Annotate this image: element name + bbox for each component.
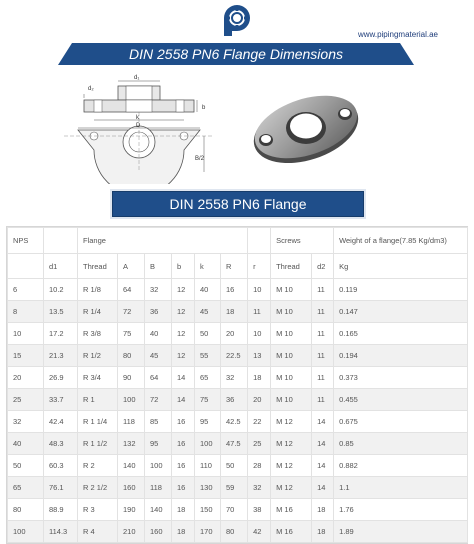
- table-cell: M 10: [271, 389, 312, 411]
- header-nps: NPS: [8, 228, 44, 254]
- header-screws: Screws: [271, 228, 334, 254]
- sub-header-cell: r: [248, 254, 271, 279]
- table-cell: 140: [145, 499, 172, 521]
- table-cell: 160: [145, 521, 172, 543]
- table-cell: 32: [221, 367, 248, 389]
- table-cell: M 10: [271, 323, 312, 345]
- table-cell: 1.76: [334, 499, 468, 521]
- table-cell: 18: [312, 499, 334, 521]
- sub-header-cell: k: [195, 254, 221, 279]
- table-cell: 14: [312, 433, 334, 455]
- header-flange: Flange: [78, 228, 248, 254]
- table-cell: 33.7: [44, 389, 78, 411]
- table-cell: M 16: [271, 499, 312, 521]
- table-cell: 11: [312, 389, 334, 411]
- table-cell: 15: [8, 345, 44, 367]
- header-empty: [44, 228, 78, 254]
- table-cell: 80: [221, 521, 248, 543]
- table-cell: 50: [8, 455, 44, 477]
- table-cell: M 16: [271, 521, 312, 543]
- table-cell: 60.3: [44, 455, 78, 477]
- table-cell: 28: [248, 455, 271, 477]
- table-cell: 72: [118, 301, 145, 323]
- table-row: [8, 301, 468, 323]
- table-cell: 14: [312, 455, 334, 477]
- table-cell: 0.85: [334, 433, 468, 455]
- table-row: [8, 521, 468, 543]
- table-cell: 14: [312, 411, 334, 433]
- table-cell: 100: [8, 521, 44, 543]
- table-cell: R 2 1/2: [78, 477, 118, 499]
- table-title: DIN 2558 PN6 Flange: [112, 191, 364, 217]
- table-cell: 80: [8, 499, 44, 521]
- logo: [220, 2, 254, 38]
- table-row: [8, 389, 468, 411]
- sub-header-empty: [8, 254, 44, 279]
- table-cell: 114.3: [44, 521, 78, 543]
- table-cell: 59: [221, 477, 248, 499]
- table-cell: 150: [195, 499, 221, 521]
- table-cell: 50: [195, 323, 221, 345]
- table-cell: 11: [312, 367, 334, 389]
- table-row: [8, 455, 468, 477]
- table-cell: 22: [248, 411, 271, 433]
- table-row: [8, 367, 468, 389]
- table-cell: 32: [248, 477, 271, 499]
- table-cell: 14: [172, 367, 195, 389]
- table-cell: 36: [145, 301, 172, 323]
- table-cell: 210: [118, 521, 145, 543]
- table-cell: 22.5: [221, 345, 248, 367]
- table-cell: 42: [248, 521, 271, 543]
- table-cell: M 10: [271, 279, 312, 301]
- table-cell: 1.1: [334, 477, 468, 499]
- table-cell: 32: [8, 411, 44, 433]
- table-cell: M 10: [271, 367, 312, 389]
- table-cell: 85: [145, 411, 172, 433]
- table-cell: 45: [195, 301, 221, 323]
- table-row: [8, 411, 468, 433]
- table-cell: 100: [145, 455, 172, 477]
- table-cell: 10: [248, 279, 271, 301]
- table-cell: 6: [8, 279, 44, 301]
- sub-header-cell: Thread: [271, 254, 312, 279]
- table-row: [8, 477, 468, 499]
- table-cell: 75: [195, 389, 221, 411]
- table-cell: 90: [118, 367, 145, 389]
- table-row: [8, 323, 468, 345]
- table-cell: 110: [195, 455, 221, 477]
- table-cell: M 12: [271, 433, 312, 455]
- table-cell: R 1/4: [78, 301, 118, 323]
- site-url[interactable]: www.pipingmaterial.ae: [357, 30, 439, 39]
- table-cell: 100: [195, 433, 221, 455]
- table-cell: 70: [221, 499, 248, 521]
- label-B2: B/2: [195, 156, 205, 162]
- table-cell: 80: [118, 345, 145, 367]
- table-cell: R 3/8: [78, 323, 118, 345]
- table-cell: 47.5: [221, 433, 248, 455]
- table-cell: 25: [8, 389, 44, 411]
- table-cell: 20: [8, 367, 44, 389]
- table-cell: 0.675: [334, 411, 468, 433]
- table-cell: 11: [312, 279, 334, 301]
- table-cell: 0.119: [334, 279, 468, 301]
- table-cell: 16: [172, 433, 195, 455]
- table-cell: 130: [195, 477, 221, 499]
- table-cell: 65: [8, 477, 44, 499]
- table-cell: R 1 1/2: [78, 433, 118, 455]
- dimensions-table: [6, 226, 468, 544]
- table-cell: M 12: [271, 477, 312, 499]
- table-cell: 50: [221, 455, 248, 477]
- sub-header-cell: Thread: [78, 254, 118, 279]
- label-k: k: [136, 115, 139, 121]
- table-cell: 100: [118, 389, 145, 411]
- table-cell: 13: [248, 345, 271, 367]
- table-cell: 55: [195, 345, 221, 367]
- label-d1: d₁: [134, 75, 140, 81]
- logo-mark-icon: [220, 2, 254, 38]
- table-cell: 12: [172, 279, 195, 301]
- table-cell: M 12: [271, 411, 312, 433]
- flange-drawing: [64, 72, 214, 184]
- table-cell: 8: [8, 301, 44, 323]
- table-cell: 95: [145, 433, 172, 455]
- table-cell: 18: [221, 301, 248, 323]
- flange-photo: [250, 88, 362, 168]
- table-row: [8, 499, 468, 521]
- table-cell: 64: [145, 367, 172, 389]
- flange-drawing-svg: [64, 72, 214, 184]
- table-cell: 42.4: [44, 411, 78, 433]
- table-cell: 12: [172, 323, 195, 345]
- table-cell: M 10: [271, 301, 312, 323]
- sub-header-cell: B: [145, 254, 172, 279]
- table-cell: R 2: [78, 455, 118, 477]
- table-cell: 160: [118, 477, 145, 499]
- table-sub-header-row: [8, 254, 468, 279]
- table-cell: R 1/2: [78, 345, 118, 367]
- table-cell: 0.882: [334, 455, 468, 477]
- table-cell: 40: [195, 279, 221, 301]
- table-cell: 20: [221, 323, 248, 345]
- table-cell: 118: [118, 411, 145, 433]
- flange-photo-svg: [250, 88, 362, 168]
- table-cell: 40: [8, 433, 44, 455]
- table-cell: 118: [145, 477, 172, 499]
- sub-header-cell: R: [221, 254, 248, 279]
- table-cell: 0.455: [334, 389, 468, 411]
- table-row: [8, 345, 468, 367]
- title-banner: [58, 43, 414, 65]
- table-cell: 42.5: [221, 411, 248, 433]
- sub-header-cell: Kg: [334, 254, 468, 279]
- table-cell: 10: [248, 323, 271, 345]
- table-cell: 1.89: [334, 521, 468, 543]
- table-cell: 11: [312, 345, 334, 367]
- table-cell: R 3: [78, 499, 118, 521]
- table-cell: 48.3: [44, 433, 78, 455]
- table-cell: 36: [221, 389, 248, 411]
- label-b: b: [202, 105, 206, 111]
- table-row: [8, 279, 468, 301]
- table-cell: 18: [312, 521, 334, 543]
- table-cell: 0.373: [334, 367, 468, 389]
- header-empty: [248, 228, 271, 254]
- table-cell: 10: [8, 323, 44, 345]
- table-cell: 12: [172, 345, 195, 367]
- table-cell: 16: [172, 411, 195, 433]
- table-cell: M 10: [271, 345, 312, 367]
- table-cell: R 3/4: [78, 367, 118, 389]
- sub-header-cell: A: [118, 254, 145, 279]
- table-cell: 95: [195, 411, 221, 433]
- page-title: DIN 2558 PN6 Flange Dimensions: [129, 46, 343, 62]
- table-cell: 170: [195, 521, 221, 543]
- table-cell: 45: [145, 345, 172, 367]
- table-cell: 64: [118, 279, 145, 301]
- table-cell: 16: [172, 477, 195, 499]
- table-cell: 16: [172, 455, 195, 477]
- table-cell: 13.5: [44, 301, 78, 323]
- table-cell: 132: [118, 433, 145, 455]
- table-cell: 21.3: [44, 345, 78, 367]
- table-cell: 26.9: [44, 367, 78, 389]
- table-cell: 0.194: [334, 345, 468, 367]
- table-cell: 16: [221, 279, 248, 301]
- table-cell: 88.9: [44, 499, 78, 521]
- table-cell: R 1: [78, 389, 118, 411]
- header-weight: Weight of a flange(7.85 Kg/dm3): [334, 228, 468, 254]
- table-row: [8, 433, 468, 455]
- table-cell: 14: [172, 389, 195, 411]
- table-cell: 12: [172, 301, 195, 323]
- sub-header-cell: d2: [312, 254, 334, 279]
- table-cell: 76.1: [44, 477, 78, 499]
- table-cell: 18: [248, 367, 271, 389]
- table-cell: 10.2: [44, 279, 78, 301]
- table-cell: 140: [118, 455, 145, 477]
- table-cell: 75: [118, 323, 145, 345]
- table-cell: 25: [248, 433, 271, 455]
- label-D: D: [136, 123, 141, 129]
- table-cell: R 1/8: [78, 279, 118, 301]
- table-cell: 0.165: [334, 323, 468, 345]
- table-cell: 14: [312, 477, 334, 499]
- table-cell: 18: [172, 521, 195, 543]
- label-d2: d₂: [88, 86, 94, 92]
- table-cell: 0.147: [334, 301, 468, 323]
- table-cell: 20: [248, 389, 271, 411]
- table-cell: 38: [248, 499, 271, 521]
- table-cell: 40: [145, 323, 172, 345]
- table-cell: 72: [145, 389, 172, 411]
- table-cell: 190: [118, 499, 145, 521]
- table-cell: 32: [145, 279, 172, 301]
- table-group-header-row: [8, 228, 468, 254]
- table-cell: R 4: [78, 521, 118, 543]
- sub-header-cell: b: [172, 254, 195, 279]
- table-cell: R 1 1/4: [78, 411, 118, 433]
- table-cell: 17.2: [44, 323, 78, 345]
- sub-header-cell: d1: [44, 254, 78, 279]
- table-cell: 11: [312, 301, 334, 323]
- table-cell: 11: [248, 301, 271, 323]
- table-cell: M 12: [271, 455, 312, 477]
- table-cell: 11: [312, 323, 334, 345]
- table-cell: 65: [195, 367, 221, 389]
- table-cell: 18: [172, 499, 195, 521]
